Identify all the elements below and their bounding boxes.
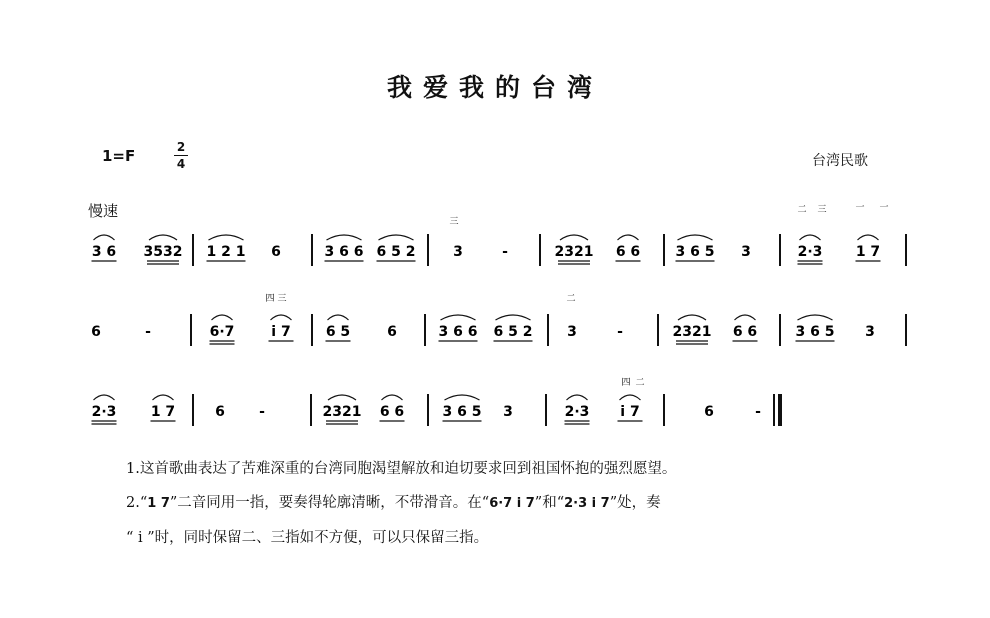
- slur: [209, 235, 244, 240]
- slur: [496, 315, 531, 320]
- fingering-mark: 四: [265, 294, 275, 304]
- note-group: 2·3: [564, 404, 590, 420]
- note-1: 1.这首歌曲表达了苦难深重的台湾同胞渴望解放和迫切要求回到祖国怀抱的强烈愿望。: [126, 461, 677, 477]
- note-group: 2·3: [91, 404, 117, 420]
- note-group: -: [259, 404, 265, 420]
- slur: [328, 315, 349, 320]
- slur: [735, 315, 756, 320]
- note-group: 2321: [554, 244, 594, 260]
- note-group: -: [617, 324, 623, 340]
- note-group: 3: [741, 244, 751, 260]
- note-2-notes-a: 1 7: [147, 496, 170, 511]
- fingering-mark: 一: [879, 203, 889, 213]
- note-group: 2321: [322, 404, 362, 420]
- meter-bottom: 4: [176, 157, 186, 171]
- slur: [94, 395, 115, 400]
- slur: [153, 395, 174, 400]
- note-group: 2·3: [797, 244, 823, 260]
- note-group: -: [502, 244, 508, 260]
- note-group: 3: [567, 324, 577, 340]
- slur: [379, 235, 414, 240]
- fingering-mark: 三: [817, 205, 827, 215]
- note-3: “ i ”时，同时保留二、三指如不方便，可以只保留三指。: [126, 530, 489, 546]
- slur: [94, 235, 115, 240]
- note-group: 1 2 1: [206, 244, 246, 260]
- slur: [858, 235, 879, 240]
- note-group: 6: [387, 324, 397, 340]
- slur: [445, 395, 480, 400]
- note-2-notes-c: 2·3 i 7: [564, 496, 610, 511]
- note-group: -: [755, 404, 761, 420]
- fingering-mark: 二: [566, 294, 576, 304]
- slur: [567, 395, 588, 400]
- note-2-notes-b: 6·7 i 7: [489, 496, 535, 511]
- slur: [560, 235, 588, 240]
- note-2: [126, 486, 916, 521]
- note-group: 3 6 5: [442, 404, 482, 420]
- performance-notes: [126, 452, 916, 555]
- slur: [798, 315, 833, 320]
- song-source: 台湾民歌: [812, 153, 868, 169]
- tempo-marking: 慢速: [88, 202, 119, 220]
- slur: [800, 235, 821, 240]
- note-group: 6 6: [379, 404, 405, 420]
- note-group: i 7: [271, 324, 291, 340]
- note-group: 6 6: [732, 324, 758, 340]
- note-group: 3: [453, 244, 463, 260]
- note-group: 3: [865, 324, 875, 340]
- slur: [678, 235, 713, 240]
- note-2-part-c: ”和“: [534, 495, 565, 511]
- slur: [327, 235, 362, 240]
- note-group: 3 6 5: [675, 244, 715, 260]
- key-signature: 1=F: [102, 147, 136, 165]
- note-group: 6: [704, 404, 714, 420]
- slur: [271, 315, 292, 320]
- note-group: 3 6 6: [324, 244, 364, 260]
- note-group: 6·7: [209, 324, 235, 340]
- fingering-mark: 三: [277, 294, 287, 304]
- note-group: 1 7: [150, 404, 176, 420]
- slur: [382, 395, 403, 400]
- note-group: 3532: [143, 244, 183, 260]
- note-2-part-a: 2.“: [126, 495, 148, 511]
- note-group: 6: [271, 244, 281, 260]
- note-group: -: [145, 324, 151, 340]
- slur: [149, 235, 177, 240]
- slur: [620, 395, 641, 400]
- note-group: i 7: [620, 404, 640, 420]
- fingering-mark: 一: [855, 203, 865, 213]
- note-group: 6 5 2: [493, 324, 533, 340]
- meter-top: 2: [176, 140, 186, 154]
- slur: [441, 315, 476, 320]
- note-group: 1 7: [855, 244, 881, 260]
- slur: [328, 395, 356, 400]
- fingering-mark: 四: [621, 378, 631, 388]
- note-group: 2321: [672, 324, 712, 340]
- note-2-part-b: ”二音同用一指，要奏得轮廓清晰，不带滑音。在“: [169, 495, 490, 511]
- song-title: 我爱我的台湾: [386, 73, 603, 102]
- score-content: [91, 203, 906, 426]
- slur: [678, 315, 706, 320]
- fingering-mark: 二: [797, 205, 807, 215]
- note-group: 3 6 5: [795, 324, 835, 340]
- note-2-part-d: ”处，奏: [609, 495, 661, 511]
- note-group: 3 6 6: [438, 324, 478, 340]
- note-group: 3: [503, 404, 513, 420]
- note-group: 6 5: [325, 324, 351, 340]
- slur: [618, 235, 639, 240]
- fingering-mark: 三: [449, 217, 459, 227]
- note-group: 3 6: [91, 244, 117, 260]
- note-group: 6 6: [615, 244, 641, 260]
- fingering-mark: 二: [635, 378, 645, 388]
- note-group: 6 5 2: [376, 244, 416, 260]
- note-group: 6: [215, 404, 225, 420]
- slur: [212, 315, 233, 320]
- note-group: 6: [91, 324, 101, 340]
